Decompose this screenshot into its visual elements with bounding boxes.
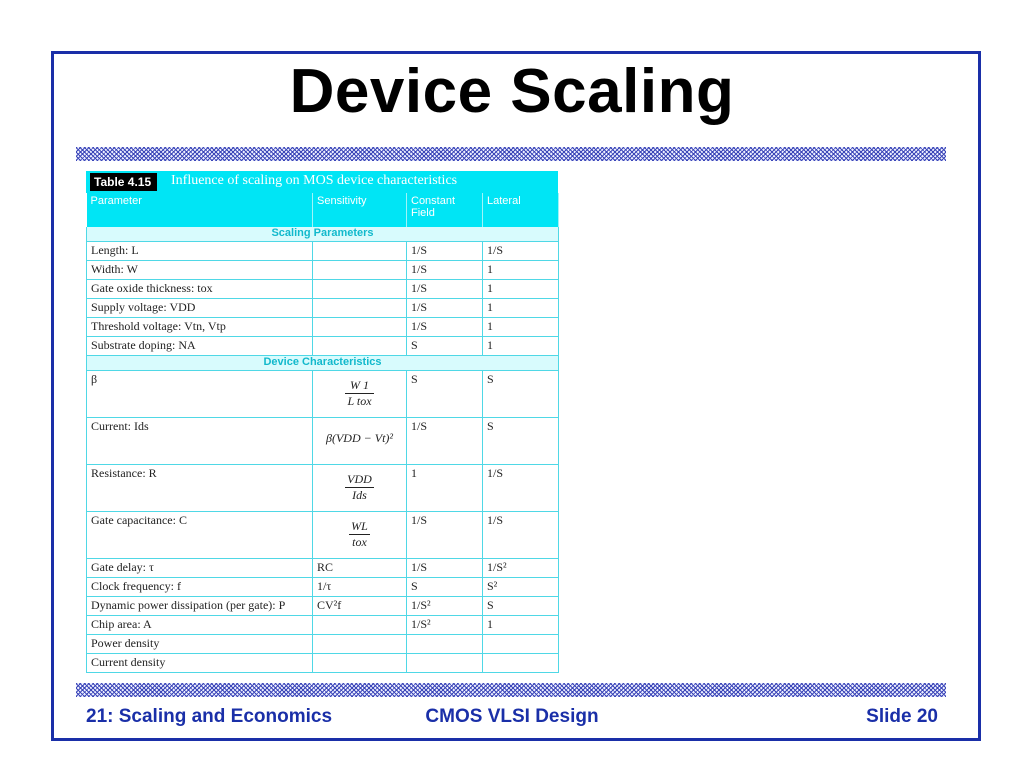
cell: 1/S²	[483, 559, 559, 578]
cell: Current: Ids	[87, 418, 313, 465]
beta-formula	[313, 371, 407, 418]
footer-lecture: 21: Scaling and Economics	[86, 706, 333, 727]
header-lateral: Lateral	[483, 193, 559, 227]
cell: 1	[483, 299, 559, 318]
cell: 1/τ	[313, 578, 407, 597]
fraction-denominator: tox	[352, 535, 367, 549]
cell: Clock frequency: f	[87, 578, 313, 597]
formula-text: β(VDD − Vt)²	[326, 431, 393, 445]
cell: Gate capacitance: C	[87, 512, 313, 559]
cell: RC	[313, 559, 407, 578]
fraction-denominator: L tox	[347, 394, 372, 408]
fraction-denominator: Ids	[352, 488, 367, 502]
cell: 1/S	[407, 242, 483, 261]
table-row	[87, 418, 559, 465]
cell: 1	[483, 318, 559, 337]
cell: 1/S	[407, 299, 483, 318]
cell	[407, 635, 483, 654]
cell: Supply voltage: VDD	[87, 299, 313, 318]
table-row	[87, 559, 559, 578]
fraction	[345, 378, 373, 409]
fraction	[345, 472, 374, 503]
cell	[313, 635, 407, 654]
cell: Current density	[87, 654, 313, 673]
cell	[313, 654, 407, 673]
cell	[313, 261, 407, 280]
cell	[407, 654, 483, 673]
cell: Chip area: A	[87, 616, 313, 635]
cell: S	[483, 597, 559, 616]
table-row	[87, 371, 559, 418]
capacitance-formula	[313, 512, 407, 559]
cell: S²	[483, 578, 559, 597]
cell: Length: L	[87, 242, 313, 261]
cell: Gate delay: τ	[87, 559, 313, 578]
cell	[483, 654, 559, 673]
table-row	[87, 512, 559, 559]
cell: 1/S	[407, 512, 483, 559]
fraction	[349, 519, 370, 550]
cell: 1	[407, 465, 483, 512]
table-row	[87, 597, 559, 616]
cell: 1/S	[407, 261, 483, 280]
table-number: Table 4.15	[90, 173, 157, 191]
cell: 1/S	[407, 280, 483, 299]
cell: 1	[483, 616, 559, 635]
decorative-band-bottom	[76, 683, 946, 697]
cell	[313, 280, 407, 299]
slide-title: Device Scaling	[289, 57, 735, 126]
cell: 1/S	[483, 512, 559, 559]
cell	[313, 299, 407, 318]
cell: S	[407, 371, 483, 418]
current-formula	[313, 418, 407, 465]
header-constant-field: Constant Field	[407, 193, 483, 227]
cell: 1/S	[483, 465, 559, 512]
cell: Dynamic power dissipation (per gate): P	[87, 597, 313, 616]
fraction-numerator: W 1	[345, 378, 373, 394]
section-label: Device Characteristics	[87, 356, 559, 371]
header-parameter: Parameter	[87, 193, 313, 227]
cell: 1/S	[407, 418, 483, 465]
cell: 1	[483, 280, 559, 299]
table-row	[87, 280, 559, 299]
cell: CV²f	[313, 597, 407, 616]
cell	[313, 242, 407, 261]
table-row	[87, 635, 559, 654]
footer-slide-number: Slide 20	[866, 706, 938, 727]
table-row	[87, 318, 559, 337]
cell	[313, 318, 407, 337]
table-row	[87, 242, 559, 261]
cell: Gate oxide thickness: tox	[87, 280, 313, 299]
fraction-numerator: WL	[351, 519, 368, 533]
table-header-row	[87, 193, 559, 227]
section-row-scaling	[87, 227, 559, 242]
table-row	[87, 261, 559, 280]
cell: 1/S²	[407, 616, 483, 635]
fraction-numerator: VDD	[347, 472, 372, 486]
header-sensitivity: Sensitivity	[313, 193, 407, 227]
cell	[313, 616, 407, 635]
decorative-band-top	[76, 147, 946, 161]
resistance-formula	[313, 465, 407, 512]
footer-course: CMOS VLSI Design	[425, 706, 599, 727]
scaling-table	[86, 171, 558, 673]
table-row	[87, 616, 559, 635]
cell: 1/S	[407, 318, 483, 337]
cell: S	[407, 337, 483, 356]
cell: Power density	[87, 635, 313, 654]
table-row	[87, 337, 559, 356]
cell: S	[483, 418, 559, 465]
cell: β	[87, 371, 313, 418]
table-caption-bar	[86, 171, 558, 193]
table-row	[87, 654, 559, 673]
table-row	[87, 465, 559, 512]
cell: Threshold voltage: Vtn, Vtp	[87, 318, 313, 337]
section-row-device	[87, 356, 559, 371]
cell	[313, 337, 407, 356]
cell: 1	[483, 261, 559, 280]
cell: Substrate doping: NA	[87, 337, 313, 356]
section-label: Scaling Parameters	[87, 227, 559, 242]
cell: S	[483, 371, 559, 418]
cell: 1/S²	[407, 597, 483, 616]
table-body	[86, 193, 559, 673]
cell: 1	[483, 337, 559, 356]
table-caption: Influence of scaling on MOS device characteristics	[171, 173, 458, 188]
cell: Width: W	[87, 261, 313, 280]
cell: 1/S	[483, 242, 559, 261]
table-row	[87, 578, 559, 597]
cell	[483, 635, 559, 654]
cell: S	[407, 578, 483, 597]
cell: Resistance: R	[87, 465, 313, 512]
cell: 1/S	[407, 559, 483, 578]
table-row	[87, 299, 559, 318]
